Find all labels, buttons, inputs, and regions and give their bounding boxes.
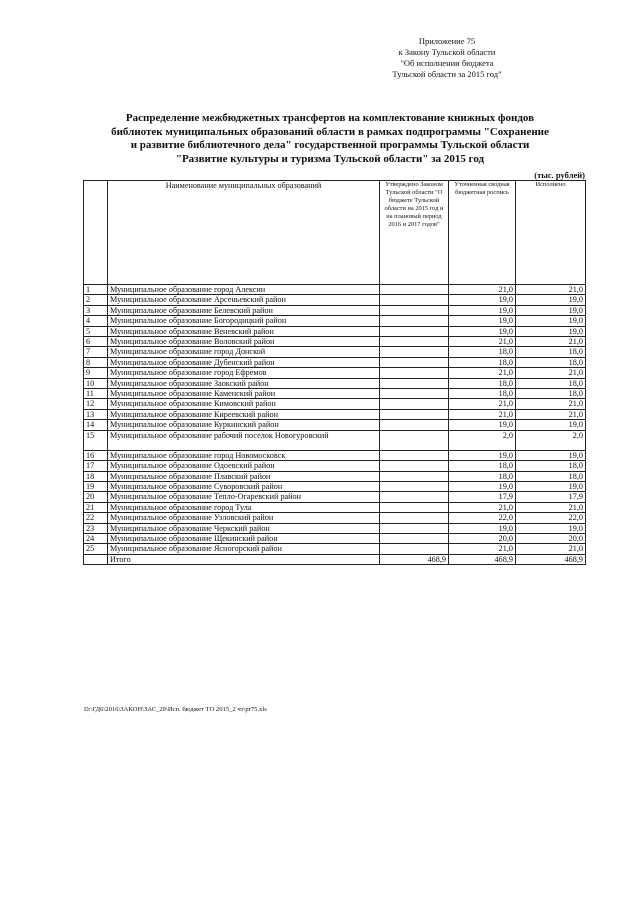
table-row [84,502,586,512]
row-executed: 19,0 [516,523,586,533]
row-executed: 21,0 [516,502,586,512]
appendix-line-2: к Закону Тульской области [398,47,496,57]
total-refined: 468,9 [449,554,516,564]
row-number: 24 [84,533,108,543]
row-refined: 19,0 [449,523,516,533]
row-number: 2 [84,295,108,305]
row-executed: 21,0 [516,337,586,347]
header-name: Наименование муниципальных образований [108,181,380,285]
row-refined: 19,0 [449,481,516,491]
table-row [84,316,586,326]
row-approved [380,389,449,399]
row-refined: 19,0 [449,316,516,326]
table-row [84,326,586,336]
row-executed: 19,0 [516,481,586,491]
units-label: (тыс. рублей) [534,170,585,180]
row-approved [380,409,449,419]
total-row [84,554,586,564]
row-name: Муниципальное образование Заокский район [108,378,380,388]
row-refined: 18,0 [449,347,516,357]
total-label: Итого [108,554,380,564]
file-path-footer: D:\ГД6\2016\ЗАКОН\ЗАС_29\Исп. бюджет ТО 2015_2 чт\pr75.xls [84,706,267,713]
row-name: Муниципальное образование Богородицкий район [108,316,380,326]
total-approved: 468,9 [380,554,449,564]
row-refined: 21,0 [449,285,516,295]
row-refined: 18,0 [449,389,516,399]
row-number: 25 [84,544,108,554]
row-executed: 21,0 [516,285,586,295]
row-name: Муниципальное образование Каменский район [108,389,380,399]
title-line-3: и развитие библиотечного дела" государственной программы Тульской области [130,139,530,152]
row-refined: 18,0 [449,357,516,367]
row-number: 6 [84,337,108,347]
row-number: 10 [84,378,108,388]
total-index [84,554,108,564]
row-approved [380,399,449,409]
row-executed: 19,0 [516,295,586,305]
row-approved [380,471,449,481]
row-name: Муниципальное образование город Тула [108,502,380,512]
row-name: Муниципальное образование Щекинский район [108,533,380,543]
table-row [84,285,586,295]
row-refined: 19,0 [449,305,516,315]
row-refined: 18,0 [449,378,516,388]
row-number: 11 [84,389,108,399]
row-name: Муниципальное образование Киреевский район [108,409,380,419]
row-approved [380,523,449,533]
row-number: 18 [84,471,108,481]
row-refined: 19,0 [449,326,516,336]
row-approved [380,368,449,378]
row-executed: 22,0 [516,513,586,523]
table-row [84,481,586,491]
row-refined: 19,0 [449,295,516,305]
row-refined: 21,0 [449,337,516,347]
table-row [84,347,586,357]
table-row [84,471,586,481]
row-name: Муниципальное образование Одоевский район [108,461,380,471]
appendix-line-1: Приложение 75 [418,36,476,46]
row-approved [380,326,449,336]
table-row [84,378,586,388]
row-number: 17 [84,461,108,471]
row-refined: 21,0 [449,502,516,512]
row-executed: 19,0 [516,450,586,460]
row-refined: 21,0 [449,399,516,409]
row-executed: 17,9 [516,492,586,502]
row-approved [380,544,449,554]
row-name: Муниципальное образование Плавский район [108,471,380,481]
table-row [84,523,586,533]
row-executed: 19,0 [516,316,586,326]
row-approved [380,347,449,357]
title-line-1: Распределение межбюджетных трансфертов на комплектование книжных фондов [125,112,535,124]
table-row [84,420,586,430]
row-executed: 2,0 [516,430,586,450]
row-executed: 21,0 [516,368,586,378]
row-executed: 19,0 [516,326,586,336]
row-name: Муниципальное образование Веневский район [108,326,380,336]
row-executed: 18,0 [516,357,586,367]
row-name: Муниципальное образование Ясногорский район [108,544,380,554]
header-approved: Утверждено Законом Тульской области "О бюджете Тульской области на 2015 год и на плановый период 2016 и 2017 годов" [380,181,449,285]
row-executed: 18,0 [516,471,586,481]
row-refined: 21,0 [449,409,516,419]
row-refined: 18,0 [449,461,516,471]
row-name: Муниципальное образование Тепло-Огаревский район [108,492,380,502]
table-row [84,357,586,367]
table-header-row [84,181,586,285]
row-refined: 20,0 [449,533,516,543]
row-refined: 2,0 [449,430,516,450]
row-name: Муниципальное образование Дубенский район [108,357,380,367]
title-line-4: "Развитие культуры и туризма Тульской области" за 2015 год [175,152,485,165]
row-name: Муниципальное образование рабочий поселок Новогуровский [108,430,380,450]
table-row [84,461,586,471]
row-number: 7 [84,347,108,357]
row-number: 16 [84,450,108,460]
table-row [84,409,586,419]
row-approved [380,450,449,460]
row-name: Муниципальное образование Суворовский район [108,481,380,491]
row-approved [380,502,449,512]
row-refined: 18,0 [449,471,516,481]
row-executed: 18,0 [516,461,586,471]
row-approved [380,378,449,388]
header-index [84,181,108,285]
row-number: 12 [84,399,108,409]
row-name: Муниципальное образование город Ефремов [108,368,380,378]
row-number: 3 [84,305,108,315]
row-refined: 19,0 [449,450,516,460]
appendix-line-4: Тульской области за 2015 год" [392,69,502,79]
row-approved [380,461,449,471]
row-number: 9 [84,368,108,378]
row-approved [380,492,449,502]
row-approved [380,285,449,295]
table-row [84,368,586,378]
row-name: Муниципальное образование Кимовский район [108,399,380,409]
row-executed: 21,0 [516,409,586,419]
row-number: 1 [84,285,108,295]
table-row [84,430,586,450]
row-executed: 18,0 [516,347,586,357]
row-approved [380,357,449,367]
row-refined: 21,0 [449,368,516,378]
row-refined: 21,0 [449,544,516,554]
table-row [84,513,586,523]
table-row [84,544,586,554]
row-number: 15 [84,430,108,450]
row-number: 4 [84,316,108,326]
row-refined: 19,0 [449,420,516,430]
row-number: 5 [84,326,108,336]
row-number: 8 [84,357,108,367]
row-number: 21 [84,502,108,512]
title-line-2: библиотек муниципальных образований области в рамках подпрограммы "Сохранение [111,125,549,138]
table-row [84,305,586,315]
row-approved [380,420,449,430]
row-name: Муниципальное образование Черкский район [108,523,380,533]
row-name: Муниципальное образование Белевский район [108,305,380,315]
row-approved [380,430,449,450]
total-executed: 468,9 [516,554,586,564]
transfers-table [83,180,586,565]
row-approved [380,305,449,315]
table-row [84,399,586,409]
row-executed: 18,0 [516,378,586,388]
row-approved [380,316,449,326]
row-name: Муниципальное образование город Донской [108,347,380,357]
row-approved [380,481,449,491]
row-number: 13 [84,409,108,419]
appendix-reference [347,36,547,80]
row-approved [380,533,449,543]
table-row [84,450,586,460]
row-number: 22 [84,513,108,523]
row-number: 20 [84,492,108,502]
document-title [80,112,580,166]
row-name: Муниципальное образование Арсеньевский район [108,295,380,305]
table-row [84,389,586,399]
row-name: Муниципальное образование город Алексин [108,285,380,295]
row-approved [380,513,449,523]
row-executed: 21,0 [516,399,586,409]
row-name: Муниципальное образование Куркинский район [108,420,380,430]
row-executed: 18,0 [516,389,586,399]
row-number: 14 [84,420,108,430]
table-row [84,337,586,347]
row-refined: 22,0 [449,513,516,523]
header-executed: Исполнено [516,181,586,285]
appendix-line-3: "Об исполнении бюджета [400,58,494,68]
row-name: Муниципальное образование Узловский район [108,513,380,523]
row-executed: 20,0 [516,533,586,543]
row-executed: 19,0 [516,305,586,315]
row-name: Муниципальное образование Воловский район [108,337,380,347]
row-approved [380,295,449,305]
row-refined: 17,9 [449,492,516,502]
row-executed: 19,0 [516,420,586,430]
row-number: 23 [84,523,108,533]
table-row [84,295,586,305]
row-approved [380,337,449,347]
row-number: 19 [84,481,108,491]
header-refined: Уточненная сводная бюджетная роспись [449,181,516,285]
row-executed: 21,0 [516,544,586,554]
row-name: Муниципальное образование город Новомосковск [108,450,380,460]
table-row [84,492,586,502]
table-row [84,533,586,543]
